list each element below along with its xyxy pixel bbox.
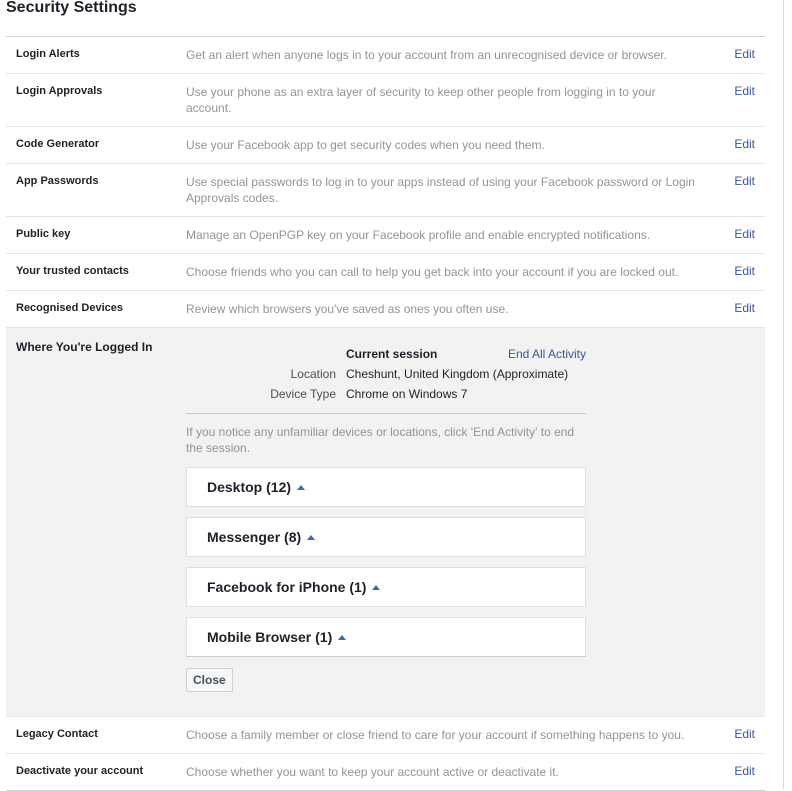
setting-description: Choose a family member or close friend to care for your account if something happens to you. — [186, 728, 685, 742]
device-type-value: Chrome on Windows 7 — [346, 387, 468, 401]
setting-row-public-key — [6, 217, 765, 254]
setting-description: Review which browsers you've saved as ones you often use. — [186, 302, 509, 316]
setting-description: Get an alert when anyone logs in to your account from an unrecognised device or browser. — [186, 48, 667, 62]
setting-row-recognised-devices — [6, 291, 765, 328]
edit-login-alerts-link[interactable]: Edit — [734, 47, 755, 61]
edit-code-generator-link[interactable]: Edit — [734, 137, 755, 151]
unfamiliar-devices-notice: If you notice any unfamiliar devices or locations, click 'End Activity' to end the session. — [186, 425, 575, 455]
where-logged-in-panel — [6, 328, 765, 717]
edit-app-passwords-link[interactable]: Edit — [734, 174, 755, 188]
setting-label: Code Generator — [16, 138, 100, 150]
setting-row-legacy-contact — [6, 717, 765, 754]
edit-login-approvals-link[interactable]: Edit — [734, 84, 755, 98]
session-location-row — [186, 367, 586, 387]
device-type-key: Device Type — [270, 387, 336, 401]
device-group-desktop[interactable] — [186, 467, 586, 507]
setting-description: Manage an OpenPGP key on your Facebook profile and enable encrypted notifications. — [186, 228, 651, 242]
edit-deactivate-account-link[interactable]: Edit — [734, 764, 755, 778]
setting-description: Use special passwords to log in to your apps instead of using your Facebook password or Login Approvals codes. — [186, 175, 695, 205]
edit-public-key-link[interactable]: Edit — [734, 227, 755, 241]
triangle-up-icon — [338, 635, 346, 640]
edit-trusted-contacts-link[interactable]: Edit — [734, 264, 755, 278]
setting-description: Choose whether you want to keep your account active or deactivate it. — [186, 765, 559, 779]
setting-label: Login Alerts — [16, 48, 80, 60]
device-group-messenger[interactable] — [186, 517, 586, 557]
setting-description: Use your Facebook app to get security codes when you need them. — [186, 138, 545, 152]
device-group-mobile-browser[interactable] — [186, 617, 586, 657]
end-all-activity-link[interactable]: End All Activity — [507, 347, 586, 361]
setting-row-trusted-contacts — [6, 254, 765, 291]
device-group-label: Facebook for iPhone (1) — [207, 579, 367, 595]
edit-recognised-devices-link[interactable]: Edit — [734, 301, 755, 315]
current-session-heading: Current session — [346, 347, 438, 361]
setting-description: Choose friends who you can call to help you get back into your account if you are locked out. — [186, 265, 679, 279]
scrollbar-edge — [783, 0, 784, 789]
setting-label: Deactivate your account — [16, 765, 144, 777]
device-group-label: Desktop (12) — [207, 479, 292, 495]
triangle-up-icon — [372, 585, 380, 590]
location-key: Location — [290, 367, 336, 381]
setting-label: Your trusted contacts — [16, 265, 129, 277]
setting-label: Where You're Logged In — [16, 340, 153, 354]
device-group-facebook-iphone[interactable] — [186, 567, 586, 607]
page-title: Security Settings — [6, 0, 137, 16]
setting-label: Public key — [16, 228, 71, 240]
device-group-label: Mobile Browser (1) — [207, 629, 333, 645]
triangle-up-icon — [297, 485, 305, 490]
session-device-row — [186, 387, 586, 407]
setting-row-deactivate-account — [6, 754, 765, 791]
current-session-table — [186, 347, 586, 407]
setting-label: Recognised Devices — [16, 302, 123, 314]
session-divider — [186, 413, 586, 414]
groups-divider — [186, 656, 586, 657]
triangle-up-icon — [307, 535, 315, 540]
setting-row-login-alerts — [6, 37, 765, 74]
setting-row-login-approvals — [6, 74, 765, 127]
setting-row-app-passwords — [6, 164, 765, 217]
close-button[interactable]: Close — [186, 668, 233, 692]
setting-label: Login Approvals — [16, 85, 103, 97]
setting-label: App Passwords — [16, 175, 99, 187]
setting-description: Use your phone as an extra layer of security to keep other people from logging in to your account. — [186, 85, 656, 115]
session-header-row — [186, 347, 586, 367]
location-value: Cheshunt, United Kingdom (Approximate) — [346, 367, 569, 381]
edit-legacy-contact-link[interactable]: Edit — [734, 727, 755, 741]
setting-row-code-generator — [6, 127, 765, 164]
setting-label: Legacy Contact — [16, 728, 98, 740]
device-group-label: Messenger (8) — [207, 529, 302, 545]
settings-list — [6, 37, 765, 791]
